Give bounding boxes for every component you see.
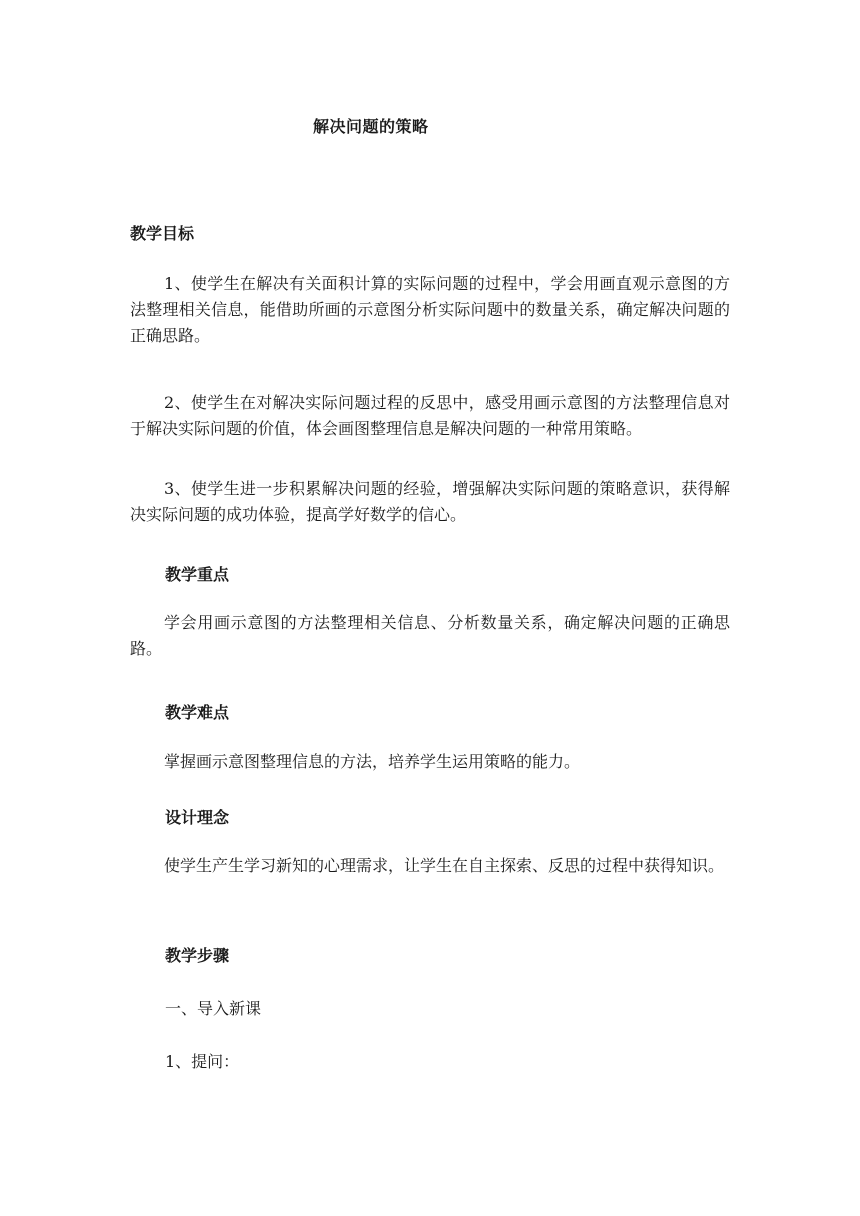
design-heading: 设计理念	[165, 808, 230, 827]
design-paragraph: 使学生产生学习新知的心理需求，让学生在自主探索、反思的过程中获得知识。	[164, 856, 725, 875]
step-1-title: 一、导入新课	[165, 999, 262, 1018]
document-title: 解决问题的策略	[313, 117, 429, 136]
objective-1-paragraph: 1、使学生在解决有关面积计算的实际问题的过程中，学会用画直观示意图的方法整理相关信息，能借助所画的示意图分析实际问题中的数量关系，确定解决问题的正确思路。	[130, 274, 730, 345]
difficulties-heading: 教学难点	[165, 703, 230, 722]
objective-3-paragraph: 3、使学生进一步积累解决问题的经验，增强解决实际问题的策略意识，获得解决实际问题的成功体验，提高学好数学的信心。	[130, 479, 730, 524]
difficulties-paragraph: 掌握画示意图整理信息的方法，培养学生运用策略的能力。	[164, 752, 581, 771]
step-1-item-1: 1、提问：	[165, 1052, 240, 1071]
key-points-paragraph: 学会用画示意图的方法整理相关信息、分析数量关系，确定解决问题的正确思路。	[130, 613, 730, 658]
key-points-heading: 教学重点	[165, 565, 230, 584]
objectives-heading: 教学目标	[130, 224, 195, 243]
objective-2-paragraph: 2、使学生在对解决实际问题过程的反思中，感受用画示意图的方法整理信息对于解决实际问题的价值，体会画图整理信息是解决问题的一种常用策略。	[130, 393, 730, 438]
steps-heading: 教学步骤	[165, 946, 230, 965]
